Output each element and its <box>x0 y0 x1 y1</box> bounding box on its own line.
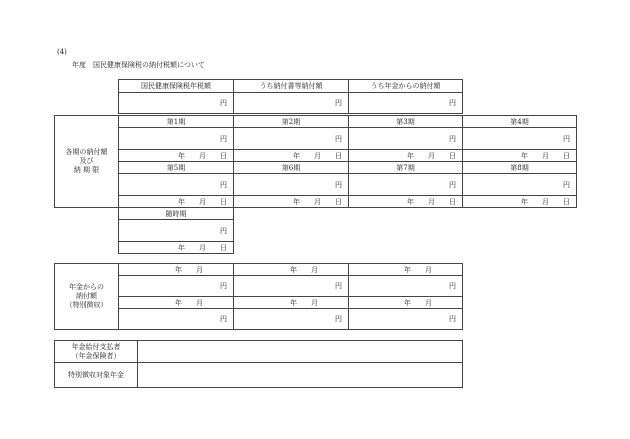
summary-table <box>118 79 463 114</box>
period-6-amount: 円 <box>234 174 349 196</box>
pension-5-amount: 円 <box>234 309 349 330</box>
period-2-amount: 円 <box>234 128 349 150</box>
period-4-label: 第4期 <box>463 116 577 128</box>
period-5-label: 第5期 <box>119 162 234 174</box>
period-3-label: 第3期 <box>349 116 463 128</box>
period-8-amount: 円 <box>463 174 577 196</box>
period-6-label: 第6期 <box>234 162 349 174</box>
payer-label-line2: （年金保険者） <box>71 351 121 360</box>
target-pension-value <box>138 363 463 388</box>
pension-2-amount: 円 <box>234 276 349 297</box>
period-3-date: 年 月 日 <box>349 150 463 162</box>
pension-label-line1: 年金からの <box>69 283 104 291</box>
pension-4-amount: 円 <box>119 309 234 330</box>
installments-label-line1: 各期の納付額 <box>65 148 108 156</box>
extra-period-label: 随時期 <box>119 208 234 220</box>
period-4-date: 年 月 日 <box>463 150 577 162</box>
installments-label-line3: 納 期 限 <box>73 166 100 174</box>
pension-1-amount: 円 <box>119 276 234 297</box>
summary-pension-payment-yen: 円 <box>349 93 463 114</box>
summary-header-annual-tax: 国民健康保険税年税額 <box>119 80 234 93</box>
pension-row-label <box>55 264 119 330</box>
period-1-date: 年 月 日 <box>119 150 234 162</box>
period-4-amount: 円 <box>463 128 577 150</box>
period-5-date: 年 月 日 <box>119 196 234 208</box>
period-5-amount: 円 <box>119 174 234 196</box>
period-3-amount: 円 <box>349 128 463 150</box>
pension-label-line2: 納付額 <box>76 292 97 300</box>
period-8-label: 第8期 <box>463 162 577 174</box>
summary-header-pension-payment: うち年金からの納付額 <box>349 80 463 93</box>
summary-header-slip-payment: うち納付書等納付額 <box>234 80 349 93</box>
pension-table <box>54 263 463 330</box>
pension-6-year-month: 年 月 <box>349 297 463 309</box>
summary-slip-payment-yen: 円 <box>234 93 349 114</box>
extra-period-amount: 円 <box>119 220 234 242</box>
pension-1-year-month: 年 月 <box>119 264 234 276</box>
target-pension-label: 特別徴収対象年金 <box>55 363 138 388</box>
pension-6-amount: 円 <box>349 309 463 330</box>
installments-row-label <box>55 116 119 208</box>
period-1-label: 第1期 <box>119 116 234 128</box>
installments-table <box>54 115 577 208</box>
pension-3-year-month: 年 月 <box>349 264 463 276</box>
pension-2-year-month: 年 月 <box>234 264 349 276</box>
period-2-date: 年 月 日 <box>234 150 349 162</box>
extra-period-date: 年 月 日 <box>119 242 234 254</box>
section-number: (4) <box>57 48 67 56</box>
period-1-amount: 円 <box>119 128 234 150</box>
period-6-date: 年 月 日 <box>234 196 349 208</box>
period-7-date: 年 月 日 <box>349 196 463 208</box>
document-title: 年度 国民健康保険税の納付税額について <box>72 61 205 69</box>
pension-4-year-month: 年 月 <box>119 297 234 309</box>
summary-annual-tax-yen: 円 <box>119 93 234 114</box>
payer-label <box>55 341 138 363</box>
payer-label-line1: 年金給付支払者 <box>71 342 121 351</box>
pension-label-line3: （特別徴収） <box>65 301 108 309</box>
pension-3-amount: 円 <box>349 276 463 297</box>
installments-label-line2: 及び <box>79 157 94 165</box>
pension-5-year-month: 年 月 <box>234 297 349 309</box>
period-7-amount: 円 <box>349 174 463 196</box>
payer-value <box>138 341 463 363</box>
period-7-label: 第7期 <box>349 162 463 174</box>
period-2-label: 第2期 <box>234 116 349 128</box>
period-8-date: 年 月 日 <box>463 196 577 208</box>
payer-table <box>54 340 463 388</box>
extra-period-table <box>118 207 234 254</box>
